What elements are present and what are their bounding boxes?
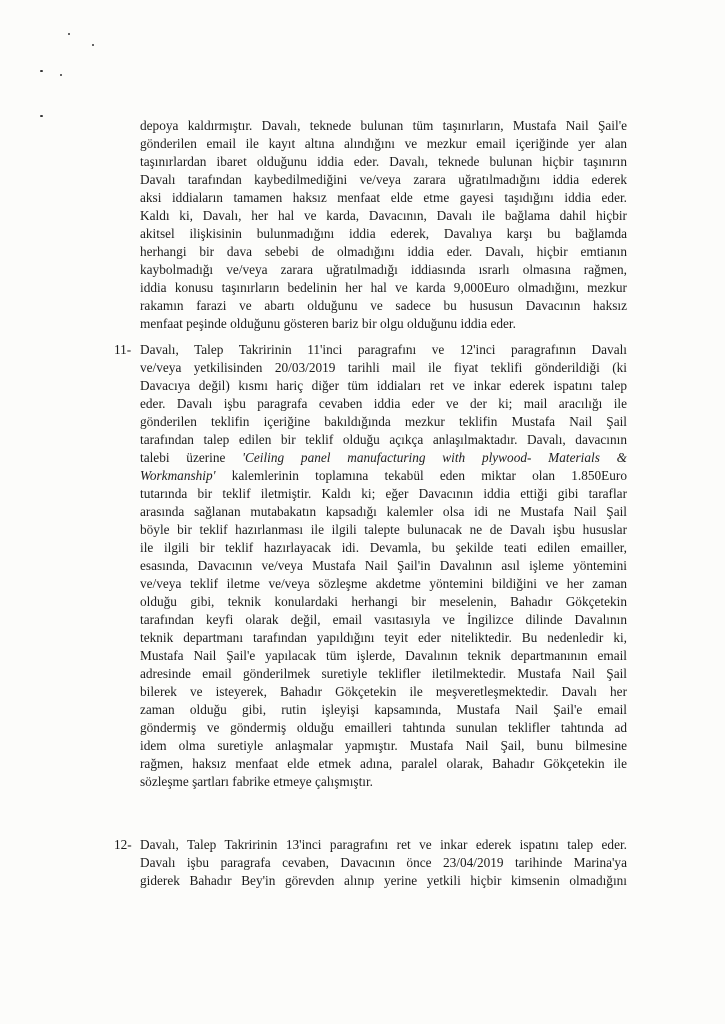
text-line: Mustafa Nail Şail'e yapılacak tüm işlerde, Davalının teknik departmanının email [140, 648, 627, 663]
text-line: rakamın farazi ve abartı olduğunu ve sadece bu hususun Davacının haksız [140, 298, 627, 313]
text-line: Davalı tarafından kaybedilmediğini ve/veya zarara uğratılmadığını iddia ederek [140, 172, 627, 187]
text-line: sözleşme şartları fabrike etmeye çalışmıştır. [140, 774, 373, 789]
text-line: tarafından keyfi olarak değil, email vasıtasıyla ve İngilizce dilinde Davalının [140, 612, 627, 627]
text-line: ve/veya yetkilisinden 20/03/2019 tarihli mail ile fiyat teklifi gönderildiği (ki [140, 360, 627, 375]
text-line: gönderilen email ile kayıt altına alındığını ve mezkur email içeriğinde yer alan [140, 136, 627, 151]
item-11-paragraph [140, 341, 627, 791]
item-12-paragraph [140, 836, 627, 890]
text-line: adresinde email gönderilmek suretiyle teklifler iletilmektedir. Mustafa Nail Şail [140, 666, 627, 681]
text-line: akitsel ilişkisinin bulunmadığını iddia ederek, Davalıya karşı bu bağlamda [140, 226, 627, 241]
text-line: eder. Davalı işbu paragrafa cevaben iddia eder ve der ki; mail aracılığı ile [140, 396, 627, 411]
text-line: bilerek ve isteyerek, Bahadır Gökçetekin ile meşveretleşmektedir. Davalı her [140, 684, 627, 699]
scan-speck [40, 115, 43, 117]
text-line: Davalı işbu paragrafa cevaben, Davacının önce 23/04/2019 tarihinde Marina'ya [140, 855, 627, 870]
text-line: Kaldı ki, Davalı, her hal ve karda, Davacının, Davalı ile bağlama dahil hiçbir [140, 208, 627, 223]
text-line: depoya kaldırmıştır. Davalı, teknede bulunan tüm taşınırların, Mustafa Nail Şail'e [140, 118, 627, 133]
text-line: arasında sağlanan mutabakatın kapsadığı kalemler olsa idi ne Mustafa Nail Şail [140, 504, 627, 519]
scan-speck [68, 33, 70, 35]
text-line: idem olma suretiyle anlaşmalar yapmıştır. Mustafa Nail Şail, bunu bilmesine [140, 738, 627, 753]
text-line: herhangi bir dava sebebi de olmadığını iddia eder. Davalı, hiçbir emtianın [140, 244, 627, 259]
text-line: aksi iddiaların tamamen haksız menfaat elde etme gayesi taşıdığını iddia eder. [140, 190, 627, 205]
text-line: göndermiş ve göndermiş olduğu emailleri tahtında sunulan teklifler tahtında ad [140, 720, 627, 735]
text-line: ile ilgili bir teklif hazırlayacak idi. Devamla, bu şekilde teati edilen emailler, [140, 540, 627, 555]
text-line: Davalı, Talep Takririnin 13'inci paragrafını ret ve inkar ederek ispatını talep eder. [140, 837, 627, 852]
text-line: zaman olduğu gibi, rutin işleyişi kapsamında, Mustafa Nail Şail'e email [140, 702, 627, 717]
text-line: menfaat peşinde olduğunu gösteren bariz bir olgu olduğunu iddia eder. [140, 316, 516, 331]
item-12-number: 12- [114, 837, 132, 852]
text-line: Davalı, Talep Takririnin 11'inci paragrafını ve 12'inci paragrafının Davalı [140, 342, 627, 357]
text-line: ve/veya teklif iletme ve/veya sözleşme akdetme yöntemini bildiğini ve her zaman [140, 576, 627, 591]
text-line: taşınırlardan ibaret olduğunu iddia eder. Davalı, teknede bulunan hiçbir taşınırın [140, 154, 627, 169]
text-line: rağmen, haksız menfaat elde etmek adına, paralel olarak, Bahadır Gökçetekin ile [140, 756, 627, 771]
scan-speck [60, 74, 62, 76]
quoted-item-text: 'Ceiling panel manufacturing with plywood- Materials & [242, 450, 627, 465]
text-line: esasında, Davacının ve/veya Mustafa Nail Şail'in Davalının asıl işleme yöntemini [140, 558, 627, 573]
text-line: böyle bir teklif hazırlanması ile ilgili talepte bulunacak ne de Davalı işbu hususlar [140, 522, 627, 537]
text-line: Davacıya değil) kısmı hariç diğer tüm iddiaları ret ve inkar ederek ispatını talep [140, 378, 627, 393]
scan-speck [40, 70, 43, 72]
text-line: Workmanship' kalemlerinin toplamına tekabül eden miktar olan 1.850Euro [140, 468, 627, 483]
text-line: talebi üzerine 'Ceiling panel manufacturing with plywood- Materials & [140, 450, 627, 465]
intro-paragraph [140, 117, 627, 333]
text-line: tarafından talep edilen bir teklif olduğu açıkça anlaşılmaktadır. Davalı, davacının [140, 432, 627, 447]
text-line: gönderilen teklifin içeriğine bakıldığında mezkur teklifin Mustafa Nail Şail [140, 414, 627, 429]
quoted-item-text: Workmanship' [140, 468, 216, 483]
text-line: iddia konusu taşınırların bedelinin her hal ve karda 9,000Euro olmadığını, mezkur [140, 280, 627, 295]
scan-speck [92, 44, 94, 46]
text-line: giderek Bahadır Bey'in görevden alınıp yerine yetkili hiçbir kimsenin olmadığını [140, 873, 627, 888]
text-line: tutarında bir teklif iletmiştir. Kaldı ki; eğer Davacının iddia ettiği gibi taraflar [140, 486, 627, 501]
text-line: kaybolmadığı ve/veya zarara uğratılmadığı iddiasında ısrarlı olmasına rağmen, [140, 262, 627, 277]
item-11-number: 11- [114, 342, 132, 357]
text-line: teknik departmanı tarafından yapıldığını teyit eder niteliktedir. Bu nedenledir ki, [140, 630, 627, 645]
text-line: olduğu gibi, teknik konulardaki herhangi bir meselenin, Bahadır Gökçetekin [140, 594, 627, 609]
